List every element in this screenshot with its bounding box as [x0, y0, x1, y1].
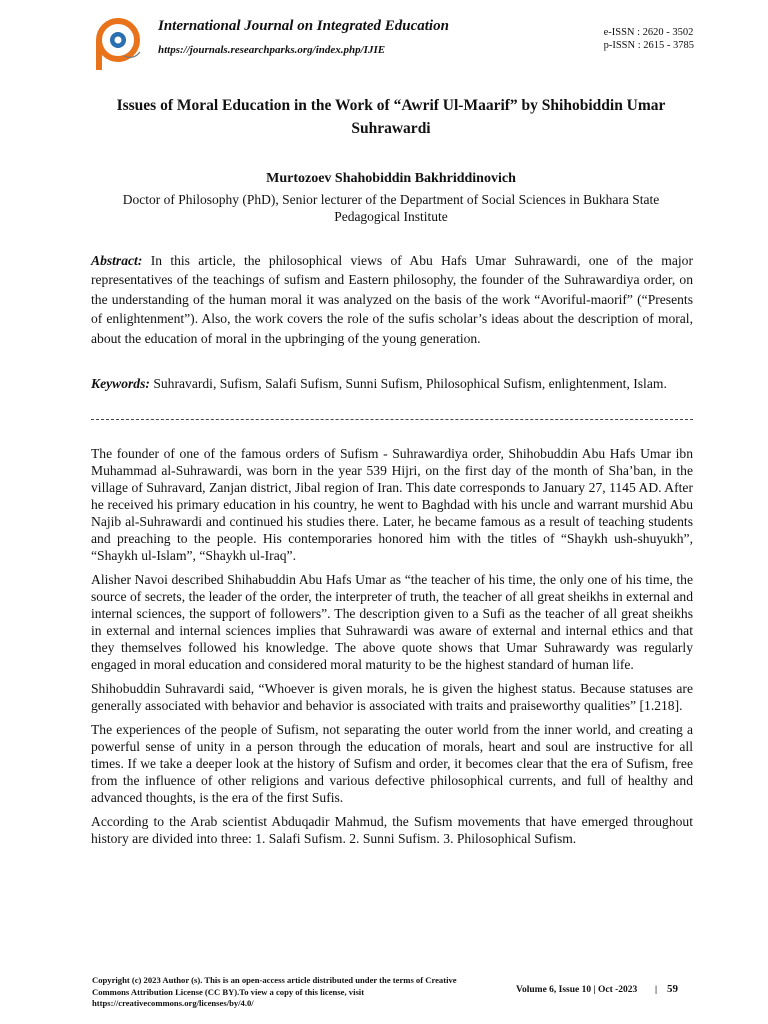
- copyright-notice: Copyright (c) 2023 Author (s). This is an open-access article distributed under the terms of Creative Commons Attribution License (CC BY).To view a copy of this license, visit https://creativecommons.org/licenses/by/4.0/: [92, 975, 457, 1008]
- page-number: 59: [667, 983, 678, 995]
- body-paragraph: The experiences of the people of Sufism, not separating the outer world from the inner world, and creating a powerful sense of unity in a person through the education of morals, heart and soul are instructive for all times. If we take a deeper look at the history of Sufism and order, it becomes clear that the era of Sufism, free from the influence of other religions and various defective philosophical currents, and full of healthy and advanced thoughts, is the era of the first Sufis.: [91, 722, 693, 805]
- journal-header: [94, 12, 694, 72]
- body-paragraph: Shihobuddin Suhravardi said, “Whoever is given morals, he is given the highest status. Because statuses are generally associated with behavior and behavior is associated with traits and praiseworthy qualities” [1.218].: [91, 681, 693, 713]
- article-body: [91, 445, 693, 854]
- body-paragraph: According to the Arab scientist Abduqadir Mahmud, the Sufism movements that have emerged throughout history are divided into three: 1. Salafi Sufism. 2. Sunni Sufism. 3. Philosophical Sufism.: [91, 814, 693, 846]
- abstract: [91, 251, 693, 348]
- article-title: Issues of Moral Education in the Work of “Awrif Ul-Maarif” by Shihobiddin Umar Suhrawardi: [116, 97, 666, 137]
- abstract-text: In this article, the philosophical views of Abu Hafs Umar Suhrawardi, one of the major representatives of the teachings of sufism and Eastern philosophy, the founder of the Suhrawardiya order, on the understanding of the human moral it was analyzed on the basis of the work “Avoriful-maorif” (“Presents of enlightenment”). Also, the work covers the role of the sufis scholar’s ideas about the description of moral, about the education of moral in the upbringing of the young generation.: [91, 253, 693, 346]
- keywords-text: Suhravardi, Sufism, Salafi Sufism, Sunni Sufism, Philosophical Sufism, enlightenment, Islam.: [153, 376, 667, 391]
- volume-info: Volume 6, Issue 10 | Oct -2023: [516, 985, 638, 995]
- section-divider: [91, 419, 693, 420]
- research-parks-logo-icon: [94, 16, 150, 72]
- keywords-label: Keywords:: [91, 376, 150, 391]
- issn-block: [604, 26, 694, 52]
- eissn: e-ISSN : 2620 - 3502: [603, 27, 694, 38]
- author-affiliation: Doctor of Philosophy (PhD), Senior lecturer of the Department of Social Sciences in Bukhara State Pedagogical Institute: [122, 192, 660, 224]
- journal-url[interactable]: https://journals.researchparks.org/index.php/IJIE: [158, 44, 386, 56]
- body-paragraph: The founder of one of the famous orders of Sufism - Suhrawardiya order, Shihobuddin Abu Hafs Umar ibn Muhammad al-Suhrawardi, was born in the year 539 Hijri, on the first day of the month of Sha’ban, in the village of Suhravard, Zanjan district, Jibal region of Iran. This date corresponds to January 27, 1145 AD. After he received his primary education in his country, he went to Baghdad with his uncle and warrant murshid Abu Najib al-Suhrawardi and continued his studies there. Later, he became famous as a result of teaching students and preaching to the people. His contemporaries honored him with the titles of “Shaykh ush-shuyukh”, “Shaykh ul-Islam”, “Shaykh ul-Iraq”.: [91, 446, 693, 563]
- body-paragraph: Alisher Navoi described Shihabuddin Abu Hafs Umar as “the teacher of his time, the only one of his time, the source of secrets, the leader of the order, the interpreter of truth, the teacher of all great sheikhs in external and internal sciences, the support of followers”. The description given to a Sufi as the teacher of all great sheikhs in external and internal sciences implies that Suhrawardi was aware of external and internal ethics and that they themselves followed his knowledge. The above quote shows that Umar Suhrawardy was regularly engaged in moral education and considered moral maturity to be the highest standard of human life.: [91, 572, 693, 672]
- journal-name: International Journal on Integrated Education: [158, 18, 449, 34]
- author-name: Murtozoev Shahobiddin Bakhriddinovich: [266, 171, 516, 186]
- keywords: [91, 374, 693, 393]
- abstract-label: Abstract:: [91, 253, 143, 268]
- footer-separator: |: [655, 985, 658, 995]
- pissn: p-ISSN : 2615 - 3785: [603, 40, 694, 51]
